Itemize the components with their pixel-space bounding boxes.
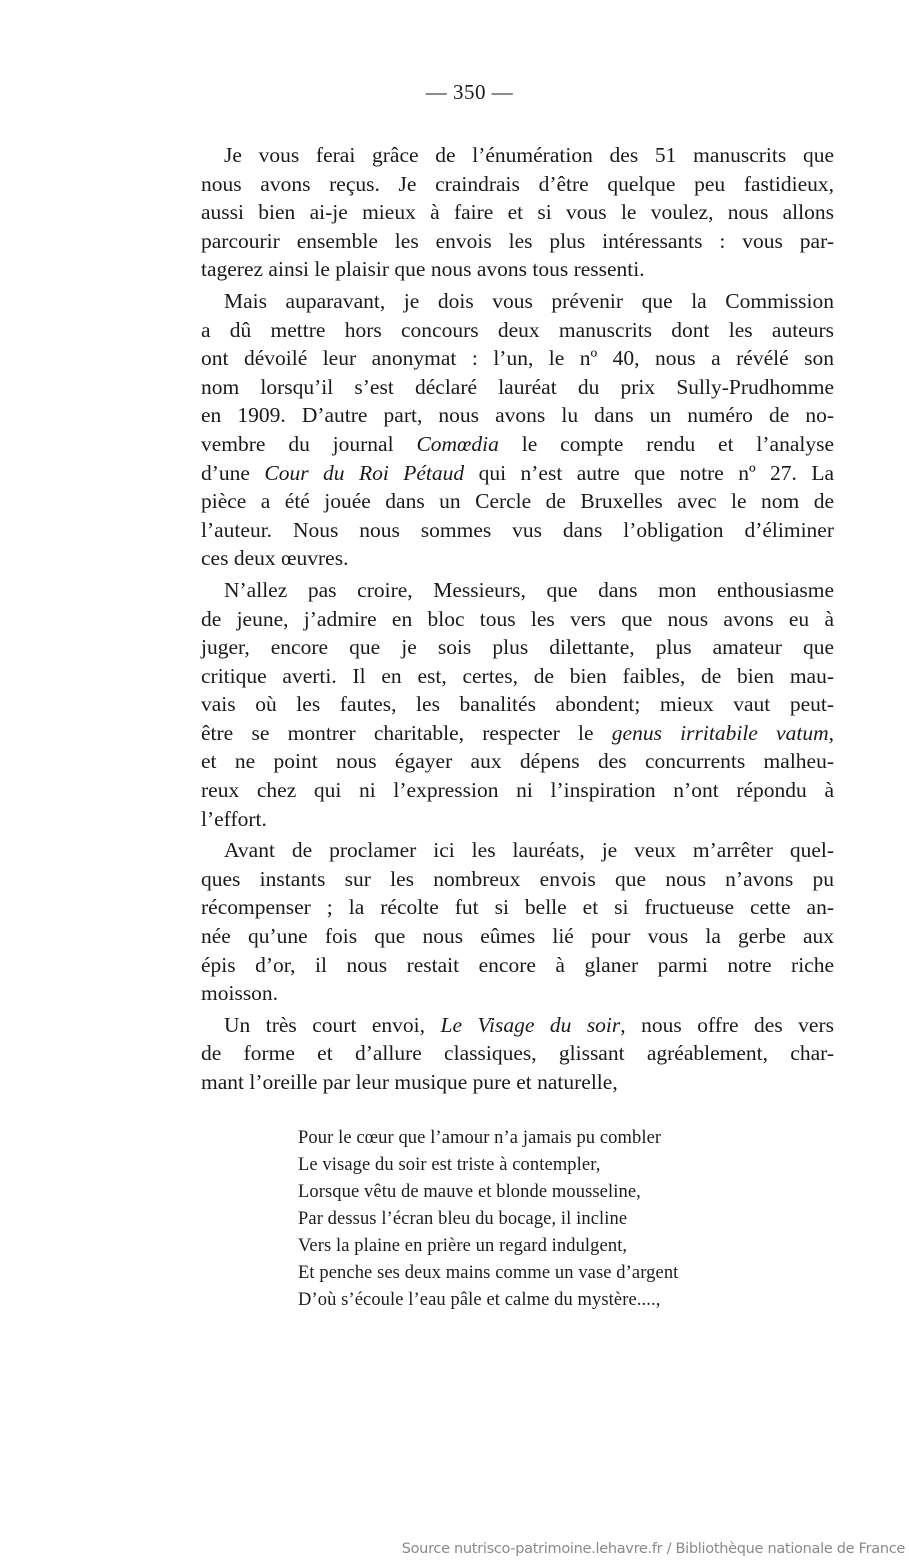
- text-line: épis d’or, il nous restait encore à glaner parmi notre riche: [201, 952, 834, 977]
- page-number: — 350 —: [425, 80, 514, 104]
- verse-quotation: [298, 1125, 678, 1314]
- text-line: [201, 459, 834, 488]
- text-line: récompenser ; la récolte fut si belle et si fructueuse cette an-: [201, 895, 834, 920]
- text-run: vembre du journal: [201, 431, 394, 456]
- text-run: ,: [828, 720, 834, 745]
- verse-line: Par dessus l’écran bleu du bocage, il incline: [298, 1209, 628, 1229]
- verse-line: Pour le cœur que l’amour n’a jamais pu combler: [298, 1128, 662, 1148]
- paragraph-5: [201, 1011, 834, 1097]
- text-line: de jeune, j’admire en bloc tous les vers que nous avons eu à: [201, 606, 834, 631]
- paragraph-2: [201, 287, 834, 573]
- text-run: d’une: [201, 460, 250, 485]
- source-attribution: Source nutrisco-patrimoine.lehavre.fr / Bibliothèque nationale de France: [401, 1541, 905, 1557]
- text-line: a dû mettre hors concours deux manuscrits dont les auteurs: [201, 317, 834, 342]
- text-line: critique averti. Il en est, certes, de bien faibles, de bien mau-: [201, 663, 834, 688]
- text-line: [201, 430, 834, 459]
- text-line: vais où les fautes, les banalités abondent; mieux vaut peut-: [201, 692, 834, 717]
- paragraph-3: [201, 576, 834, 833]
- text-run: , nous offre des vers: [620, 1012, 834, 1037]
- text-line: et ne point nous égayer aux dépens des concurrents malheu-: [201, 749, 834, 774]
- text-line: tagerez ainsi le plaisir que nous avons tous ressenti.: [201, 257, 645, 282]
- text-line: Avant de proclamer ici les lauréats, je veux m’arrêter quel-: [224, 838, 834, 863]
- verse-line: Lorsque vêtu de mauve et blonde mousseline,: [298, 1182, 641, 1202]
- text-line: nous avons reçus. Je craindrais d’être quelque peu fastidieux,: [201, 171, 834, 196]
- verse-line: Le visage du soir est triste à contempler,: [298, 1155, 601, 1175]
- text-run: le compte rendu et l’analyse: [521, 431, 835, 456]
- text-line: ces deux œuvres.: [201, 546, 349, 571]
- text-line: Je vous ferai grâce de l’énumération des 51 manuscrits que: [224, 143, 834, 167]
- text-line: mant l’oreille par leur musique pure et naturelle,: [201, 1070, 618, 1094]
- text-line: l’effort.: [201, 806, 267, 831]
- text-line: N’allez pas croire, Messieurs, que dans mon enthousiasme: [224, 577, 834, 602]
- text-line: [201, 1011, 834, 1040]
- text-line: aussi bien ai-je mieux à faire et si vous le voulez, nous allons: [201, 200, 834, 225]
- text-line: ont dévoilé leur anonymat : l’un, le nº 40, nous a révélé son: [201, 346, 834, 371]
- poem-title: Le Visage du soir: [440, 1012, 621, 1037]
- text-run: Un très court envoi,: [224, 1012, 426, 1037]
- text-line: de forme et d’allure classiques, glissant agréablement, char-: [201, 1041, 834, 1066]
- text-line: née qu’une fois que nous eûmes lié pour vous la gerbe aux: [201, 924, 834, 949]
- text-line: pièce a été jouée dans un Cercle de Bruxelles avec le nom de: [201, 489, 834, 514]
- text-line: nom lorsqu’il s’est déclaré lauréat du prix Sully-Prudhomme: [201, 374, 834, 399]
- journal-title: Comœdia: [416, 431, 499, 456]
- verse-line: D’où s’écoule l’eau pâle et calme du mystère....,: [298, 1290, 661, 1310]
- text-run: qui n’est autre que notre nº 27. La: [478, 460, 835, 485]
- text-line: ques instants sur les nombreux envois que nous n’avons pu: [201, 866, 834, 891]
- latin-quote: genus irritabile vatum: [611, 720, 829, 745]
- text-line: juger, encore que je sois plus dilettante, plus amateur que: [201, 635, 834, 660]
- text-run: être se montrer charitable, respecter le: [201, 720, 594, 745]
- body-text: [201, 141, 834, 1097]
- text-line: l’auteur. Nous nous sommes vus dans l’obligation d’éliminer: [201, 517, 834, 542]
- verse-line: Vers la plaine en prière un regard indulgent,: [298, 1236, 628, 1256]
- text-line: parcourir ensemble les envois les plus intéressants : vous par-: [201, 228, 834, 253]
- paragraph-1: [201, 141, 834, 284]
- text-line: [201, 719, 834, 748]
- text-line: moisson.: [201, 981, 279, 1006]
- text-line: Mais auparavant, je dois vous prévenir que la Commission: [224, 288, 834, 313]
- work-title: Cour du Roi Pétaud: [264, 460, 465, 485]
- paragraph-4: [201, 836, 834, 1008]
- text-line: reux chez qui ni l’expression ni l’inspiration n’ont répondu à: [201, 778, 834, 803]
- verse-line: Et penche ses deux mains comme un vase d’argent: [298, 1263, 679, 1283]
- text-line: en 1909. D’autre part, nous avons lu dans un numéro de no-: [201, 403, 834, 428]
